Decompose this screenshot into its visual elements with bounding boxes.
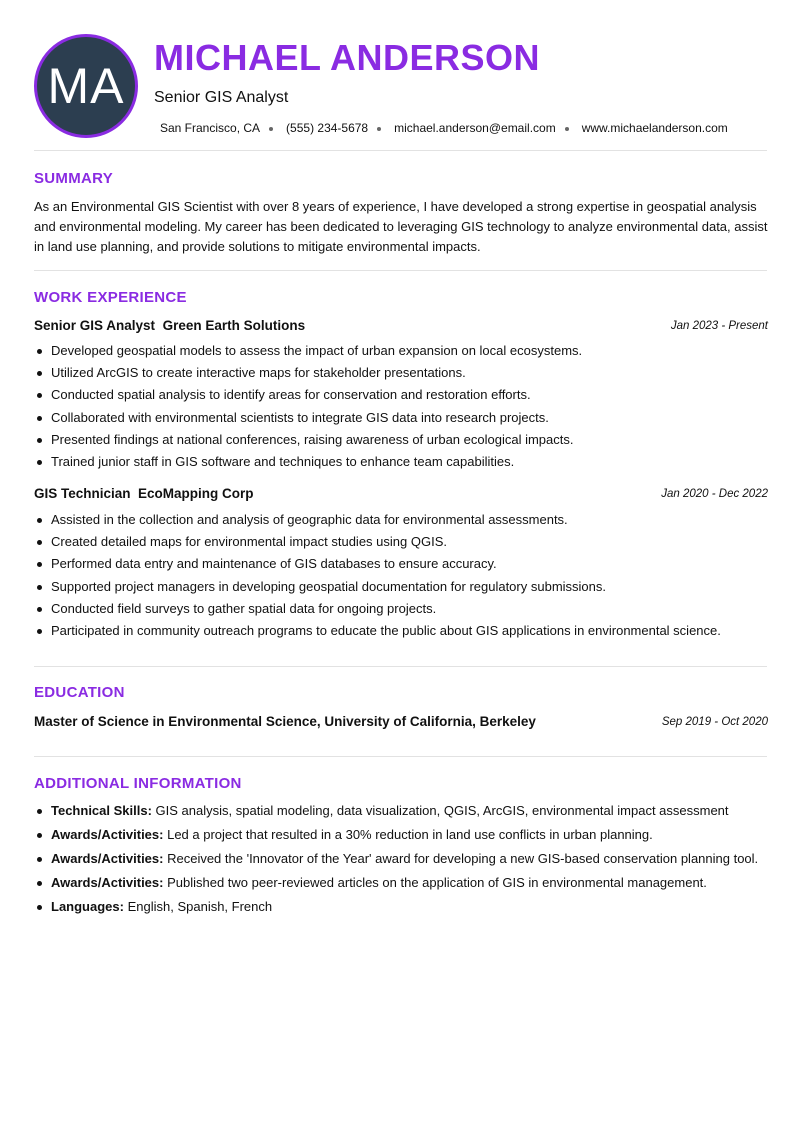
list-item: Performed data entry and maintenance of GIS databases to ensure accuracy. [34,555,768,573]
education-dates: Sep 2019 - Oct 2020 [661,716,768,728]
summary-heading: SUMMARY [34,170,114,187]
divider [34,150,767,151]
list-item: Conducted field surveys to gather spatial data for ongoing projects. [34,600,768,618]
job-title: Senior GIS Analyst [154,89,289,106]
list-item [34,802,768,820]
list-item: Developed geospatial models to assess the impact of urban expansion on local ecosystems. [34,342,768,360]
separator-dot-icon [377,127,381,131]
item-text: English, Spanish, French [127,899,273,914]
list-item [34,850,768,868]
item-label: Awards/Activities: [51,827,164,842]
avatar [34,34,138,138]
education-entry [34,712,768,732]
education-degree: Master of Science in Environmental Science, University of California, Berkeley [34,714,536,729]
contact-phone: (555) 234-5678 [286,121,369,135]
list-item [34,898,768,916]
contact-website[interactable]: www.michaelanderson.com [581,121,728,135]
list-item: Created detailed maps for environmental impact studies using QGIS. [34,533,768,551]
contact-email[interactable]: michael.anderson@email.com [394,121,556,135]
work-experience-heading: WORK EXPERIENCE [34,289,187,306]
divider [34,666,767,667]
contact-location: San Francisco, CA [160,121,261,135]
job-bullet-list [34,342,768,475]
item-text: Led a project that resulted in a 30% reduction in land use conflicts in urban planning. [167,827,653,842]
item-text: Published two peer-reviewed articles on the application of GIS in environmental management. [167,875,707,890]
list-item: Conducted spatial analysis to identify areas for conservation and restoration efforts. [34,386,768,404]
list-item: Utilized ArcGIS to create interactive maps for stakeholder presentations. [34,364,768,382]
list-item: Supported project managers in developing geospatial documentation for regulatory submissions. [34,578,768,596]
list-item [34,874,768,892]
job-header [34,484,768,504]
avatar-initials: MA [47,58,125,114]
additional-info-heading: ADDITIONAL INFORMATION [34,775,242,792]
job-company: EcoMapping Corp [138,486,254,501]
education-heading: EDUCATION [34,684,125,701]
divider [34,756,767,757]
item-text: Received the 'Innovator of the Year' award for developing a new GIS-based conservation planning tool. [167,851,759,866]
additional-info-list [34,802,768,922]
job-dates: Jan 2023 - Present [670,320,768,332]
list-item: Collaborated with environmental scientists to integrate GIS data into research projects. [34,409,768,427]
item-label: Technical Skills: [51,803,152,818]
list-item: Assisted in the collection and analysis of geographic data for environmental assessments. [34,511,768,529]
item-label: Languages: [51,899,124,914]
job-bullet-list [34,511,768,644]
job-role: GIS Technician [34,486,131,501]
summary-text: As an Environmental GIS Scientist with over 8 years of experience, I have developed a strong expertise in geospatial analysis and environmental modeling. My career has been dedicated to leveraging GIS technology to analyze environmental data, assist in land use planning, and provide solutions to mitigate environmental impacts. [34,199,768,254]
separator-dot-icon [269,127,273,131]
divider [34,270,767,271]
list-item: Trained junior staff in GIS software and techniques to enhance team capabilities. [34,453,768,471]
job-company: Green Earth Solutions [162,318,306,333]
contact-bar [160,120,780,136]
list-item: Participated in community outreach programs to educate the public about GIS applications in environmental science. [34,622,768,640]
item-label: Awards/Activities: [51,851,164,866]
list-item: Presented findings at national conferences, raising awareness of urban ecological impacts. [34,431,768,449]
separator-dot-icon [565,127,569,131]
job-dates: Jan 2020 - Dec 2022 [661,488,768,500]
item-label: Awards/Activities: [51,875,164,890]
candidate-name: MICHAEL ANDERSON [154,37,541,78]
list-item [34,826,768,844]
job-header [34,316,768,336]
item-text: GIS analysis, spatial modeling, data visualization, QGIS, ArcGIS, environmental impact assessment [155,803,729,818]
job-role: Senior GIS Analyst [34,318,156,333]
